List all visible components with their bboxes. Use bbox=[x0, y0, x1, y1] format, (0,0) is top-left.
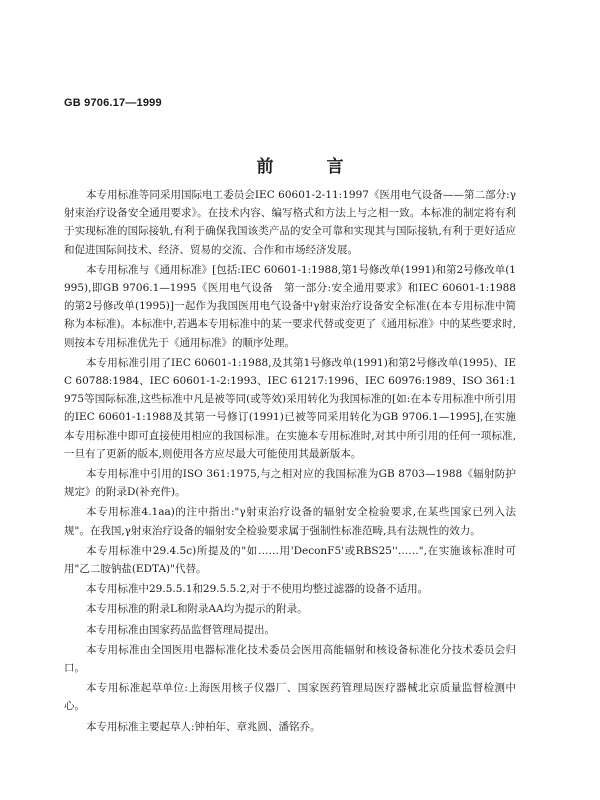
paragraph: 本专用标准起草单位:上海医用核子仪器厂、国家医药管理局医疗器械北京质量监督检测中心。 bbox=[64, 682, 516, 713]
paragraph: 本专用标准引用了IEC 60601-1:1988,及其第1号修改单(1991)和第2号修改单(1995)、IEC 60788:1984、IEC 60601-1-2:1993、IEC 61217:1996、IEC 60976:1989、ISO 361:1975等国际标准,这些标准中凡是被等同(或等效)采用转化为我国标准的[如:在本专用标准中所引用的IEC 60601-1:1988及其第一号修订(1991)已被等同采用转化为GB 9706.1—1995],在实施本专用标准中即可直接使用相应的我国标准。在实施本专用标准时,对其中所引用的任何一项标准,一旦有了更新的版本,则使用各方应尽最大可能使用其最新版本。 bbox=[64, 356, 516, 460]
paragraph: 本专用标准与《通用标准》[包括:IEC 60601-1:1988,第1号修改单(1991)和第2号修改单(1995),即GB 9706.1—1995《医用电气设备 第一部分:安全通用要求》和IEC 60601-1:1988的第2号修改单(1995)]一起作为我国医用电气设备中γ射束治疗设备安全标准(在本专用标准中简称为本标准)。本标准中,若遇本专用标准中的某一要求代替或变更了《通用标准》中的某些要求时,则按本专用标准优先于《通用标准》的顺序处理。 bbox=[64, 263, 516, 349]
paragraph: 本专用标准等同采用国际电工委员会IEC 60601-2-11:1997《医用电气设备——第二部分:γ射束治疗设备安全通用要求》。在技术内容、编写格式和方法上与之相一致。本标准的制定将有利于实现标准的国际接轨,有利于确保我国该类产品的安全可靠和实现其与国际接轨,有利于更好适应和促进国际间技术、经济、贸易的交流、合作和市场经济发展。 bbox=[64, 189, 516, 256]
paragraph: 本专用标准主要起草人:钟柏年、章兆圆、潘铭乔。 bbox=[86, 720, 321, 733]
paragraph: 本专用标准中29.5.5.1和29.5.5.2,对于不使用均整过滤器的设备不适用。 bbox=[86, 583, 429, 596]
paragraph: 本专用标准4.1aa)的注中指出:"γ射束治疗设备的辐射安全检验要求,在某些国家已列入法规"。在我国,γ射束治疗设备的辐射安全检验要求属于强制性标准范畴,具有法规性的效力。 bbox=[64, 506, 516, 537]
page-title: 前 言 bbox=[256, 157, 362, 177]
paragraph: 本专用标准中29.4.5c)所提及的"如……用'DeconF5'或RBS25''……",在实施该标准时可用"乙二胺钠盐(EDTA)"代替。 bbox=[64, 544, 516, 576]
paragraph: 本专用标准的附录L和附录AA均为提示的附录。 bbox=[86, 603, 308, 616]
paragraph: 本专用标准由全国医用电器标准化技术委员会医用高能辐射和核设备标准化分技术委员会归口。 bbox=[64, 643, 516, 675]
paragraph: 本专用标准由国家药品监督管理局提出。 bbox=[86, 623, 275, 636]
standard-code: GB 9706.17—1999 bbox=[64, 97, 162, 109]
document-body bbox=[64, 186, 516, 738]
paragraph: 本专用标准中引用的ISO 361:1975,与之相对应的我国标准为GB 8703—1988《辐射防护规定》的附录D(补充件)。 bbox=[64, 468, 516, 499]
